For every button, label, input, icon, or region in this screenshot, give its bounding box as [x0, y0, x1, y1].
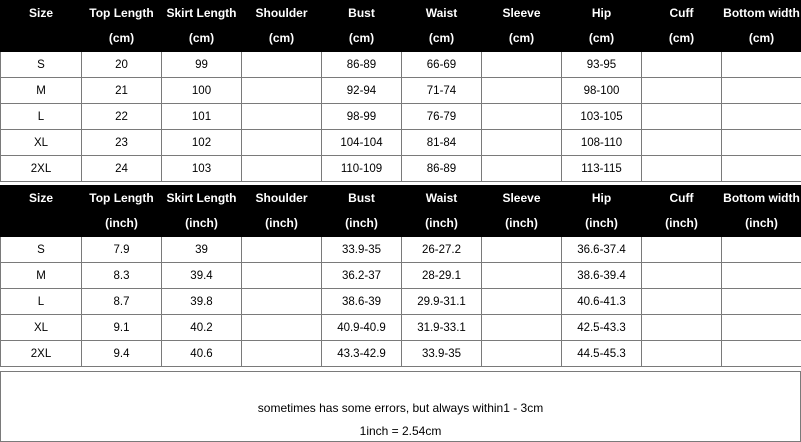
column-header-unit: (inch)	[562, 211, 641, 236]
table-cell	[242, 289, 322, 315]
table-cell	[722, 52, 801, 78]
size-cell: L	[1, 104, 82, 130]
table-cell	[722, 341, 801, 367]
table-cell	[642, 341, 722, 367]
table-row	[1, 156, 801, 182]
size-cell: S	[1, 52, 82, 78]
table-cell: 42.5-43.3	[562, 315, 642, 341]
column-header-label: Shoulder	[242, 186, 321, 211]
column-header-unit: (inch)	[482, 211, 561, 236]
table-cell: 39.4	[162, 263, 242, 289]
column-header-label: Waist	[402, 186, 481, 211]
table-cell: 8.3	[82, 263, 162, 289]
table-cell: 86-89	[402, 156, 482, 182]
size-cell: S	[1, 237, 82, 263]
column-header	[402, 1, 482, 52]
size-cell: 2XL	[1, 156, 82, 182]
column-header-unit: (cm)	[562, 26, 641, 51]
table-cell: 101	[162, 104, 242, 130]
table-cell: 103	[162, 156, 242, 182]
table-cell: 98-99	[322, 104, 402, 130]
table-cell	[722, 104, 801, 130]
table-cell: 22	[82, 104, 162, 130]
table-row	[1, 237, 801, 263]
table-cell	[242, 52, 322, 78]
column-header	[482, 186, 562, 237]
table-cell: 9.1	[82, 315, 162, 341]
size-cell: XL	[1, 315, 82, 341]
table-cell: 28-29.1	[402, 263, 482, 289]
table-cell: 38.6-39.4	[562, 263, 642, 289]
column-header	[562, 186, 642, 237]
column-header	[482, 1, 562, 52]
table-cell: 93-95	[562, 52, 642, 78]
table-cell	[722, 78, 801, 104]
column-header	[642, 1, 722, 52]
table-cell	[642, 104, 722, 130]
table-row	[1, 263, 801, 289]
column-header	[162, 186, 242, 237]
table-row	[1, 52, 801, 78]
column-header	[82, 186, 162, 237]
table-cell: 103-105	[562, 104, 642, 130]
column-header-label: Top Length	[82, 1, 161, 26]
conversion-note: 1inch = 2.54cm	[1, 424, 800, 438]
column-header-unit: (inch)	[642, 211, 721, 236]
table-cell: 36.2-37	[322, 263, 402, 289]
table-cell: 98-100	[562, 78, 642, 104]
column-header-label: Skirt Length	[162, 1, 241, 26]
table-cell	[242, 237, 322, 263]
column-header-label: Sleeve	[482, 1, 561, 26]
table-cell: 40.6-41.3	[562, 289, 642, 315]
table-cell	[242, 315, 322, 341]
table-cell: 110-109	[322, 156, 402, 182]
table-body	[1, 237, 801, 367]
size-table-inch	[0, 185, 801, 367]
size-table-cm	[0, 0, 801, 182]
table-cell	[482, 78, 562, 104]
table-cell: 43.3-42.9	[322, 341, 402, 367]
table-cell	[722, 289, 801, 315]
table-cell: 40.2	[162, 315, 242, 341]
table-cell: 36.6-37.4	[562, 237, 642, 263]
table-cell: 66-69	[402, 52, 482, 78]
table-cell: 24	[82, 156, 162, 182]
column-header-unit: (inch)	[82, 211, 161, 236]
error-note: sometimes has some errors, but always within1 - 3cm	[1, 401, 800, 415]
table-cell	[242, 341, 322, 367]
size-cell: M	[1, 78, 82, 104]
table-cell	[482, 104, 562, 130]
table-cell	[642, 156, 722, 182]
column-header-label: Sleeve	[482, 186, 561, 211]
column-header-label: Top Length	[82, 186, 161, 211]
table-cell	[482, 130, 562, 156]
table-cell: 92-94	[322, 78, 402, 104]
column-header	[402, 186, 482, 237]
column-header	[1, 186, 82, 237]
column-header-unit: (inch)	[162, 211, 241, 236]
table-cell: 102	[162, 130, 242, 156]
column-header-unit: (cm)	[642, 26, 721, 51]
column-header-label: Bottom width	[722, 1, 801, 26]
table-cell: 26-27.2	[402, 237, 482, 263]
table-cell	[642, 315, 722, 341]
column-header	[562, 1, 642, 52]
table-cell: 39.8	[162, 289, 242, 315]
table-cell	[642, 263, 722, 289]
table-cell	[722, 315, 801, 341]
column-header-label: Cuff	[642, 186, 721, 211]
column-header	[82, 1, 162, 52]
table-row	[1, 104, 801, 130]
column-header-unit: (cm)	[242, 26, 321, 51]
table-cell	[722, 130, 801, 156]
column-header-label: Skirt Length	[162, 186, 241, 211]
table-cell: 29.9-31.1	[402, 289, 482, 315]
column-header-unit: (inch)	[402, 211, 481, 236]
table-cell	[642, 78, 722, 104]
table-cell	[482, 263, 562, 289]
column-header-unit: (cm)	[402, 26, 481, 51]
table-cell: 113-115	[562, 156, 642, 182]
column-header-unit: (cm)	[722, 26, 801, 51]
size-cell: L	[1, 289, 82, 315]
table-cell: 86-89	[322, 52, 402, 78]
column-header-unit: (cm)	[82, 26, 161, 51]
column-header	[1, 1, 82, 52]
table-cell: 71-74	[402, 78, 482, 104]
table-cell: 38.6-39	[322, 289, 402, 315]
table-cell	[242, 263, 322, 289]
table-cell	[482, 289, 562, 315]
table-row	[1, 315, 801, 341]
column-header-unit: (cm)	[322, 26, 401, 51]
column-header	[722, 1, 801, 52]
table-cell: 108-110	[562, 130, 642, 156]
table-cell: 40.9-40.9	[322, 315, 402, 341]
table-cell	[482, 315, 562, 341]
table-row	[1, 78, 801, 104]
column-header	[242, 186, 322, 237]
table-cell: 20	[82, 52, 162, 78]
table-cell: 31.9-33.1	[402, 315, 482, 341]
size-cell: M	[1, 263, 82, 289]
table-row	[1, 130, 801, 156]
header-row	[1, 1, 801, 52]
table-cell	[242, 156, 322, 182]
table-cell: 104-104	[322, 130, 402, 156]
column-header-label: Size	[1, 1, 81, 26]
column-header-label: Bottom width	[722, 186, 801, 211]
table-cell	[642, 130, 722, 156]
column-header-label: Size	[1, 186, 81, 211]
column-header-unit: (cm)	[482, 26, 561, 51]
column-header	[722, 186, 801, 237]
table-cell	[242, 78, 322, 104]
notes-box	[0, 371, 801, 442]
table-cell	[722, 237, 801, 263]
column-header-label: Cuff	[642, 1, 721, 26]
size-cell: XL	[1, 130, 82, 156]
table-cell: 76-79	[402, 104, 482, 130]
column-header-label: Waist	[402, 1, 481, 26]
column-header-label: Shoulder	[242, 1, 321, 26]
table-cell: 39	[162, 237, 242, 263]
table-cell: 44.5-45.3	[562, 341, 642, 367]
column-header	[322, 186, 402, 237]
column-header-label: Bust	[322, 186, 401, 211]
table-row	[1, 289, 801, 315]
table-cell	[722, 263, 801, 289]
column-header-unit: (inch)	[722, 211, 801, 236]
column-header	[322, 1, 402, 52]
table-body	[1, 52, 801, 182]
table-cell	[242, 130, 322, 156]
column-header	[642, 186, 722, 237]
column-header-label: Bust	[322, 1, 401, 26]
table-cell	[642, 52, 722, 78]
table-cell: 7.9	[82, 237, 162, 263]
header-row	[1, 186, 801, 237]
table-row	[1, 341, 801, 367]
table-cell	[482, 156, 562, 182]
column-header-unit: (inch)	[322, 211, 401, 236]
column-header-unit: (inch)	[242, 211, 321, 236]
column-header-unit	[1, 211, 81, 236]
size-cell: 2XL	[1, 341, 82, 367]
table-cell: 8.7	[82, 289, 162, 315]
table-cell	[242, 104, 322, 130]
table-cell: 33.9-35	[402, 341, 482, 367]
column-header	[162, 1, 242, 52]
column-header-unit	[1, 26, 81, 51]
table-cell: 9.4	[82, 341, 162, 367]
table-cell	[482, 237, 562, 263]
table-cell	[642, 289, 722, 315]
table-cell: 33.9-35	[322, 237, 402, 263]
column-header	[242, 1, 322, 52]
table-cell	[642, 237, 722, 263]
table-cell	[482, 341, 562, 367]
table-cell: 99	[162, 52, 242, 78]
table-cell: 40.6	[162, 341, 242, 367]
table-cell: 100	[162, 78, 242, 104]
column-header-unit: (cm)	[162, 26, 241, 51]
column-header-label: Hip	[562, 1, 641, 26]
table-cell: 21	[82, 78, 162, 104]
table-cell	[482, 52, 562, 78]
column-header-label: Hip	[562, 186, 641, 211]
table-cell: 23	[82, 130, 162, 156]
table-cell	[722, 156, 801, 182]
table-cell: 81-84	[402, 130, 482, 156]
